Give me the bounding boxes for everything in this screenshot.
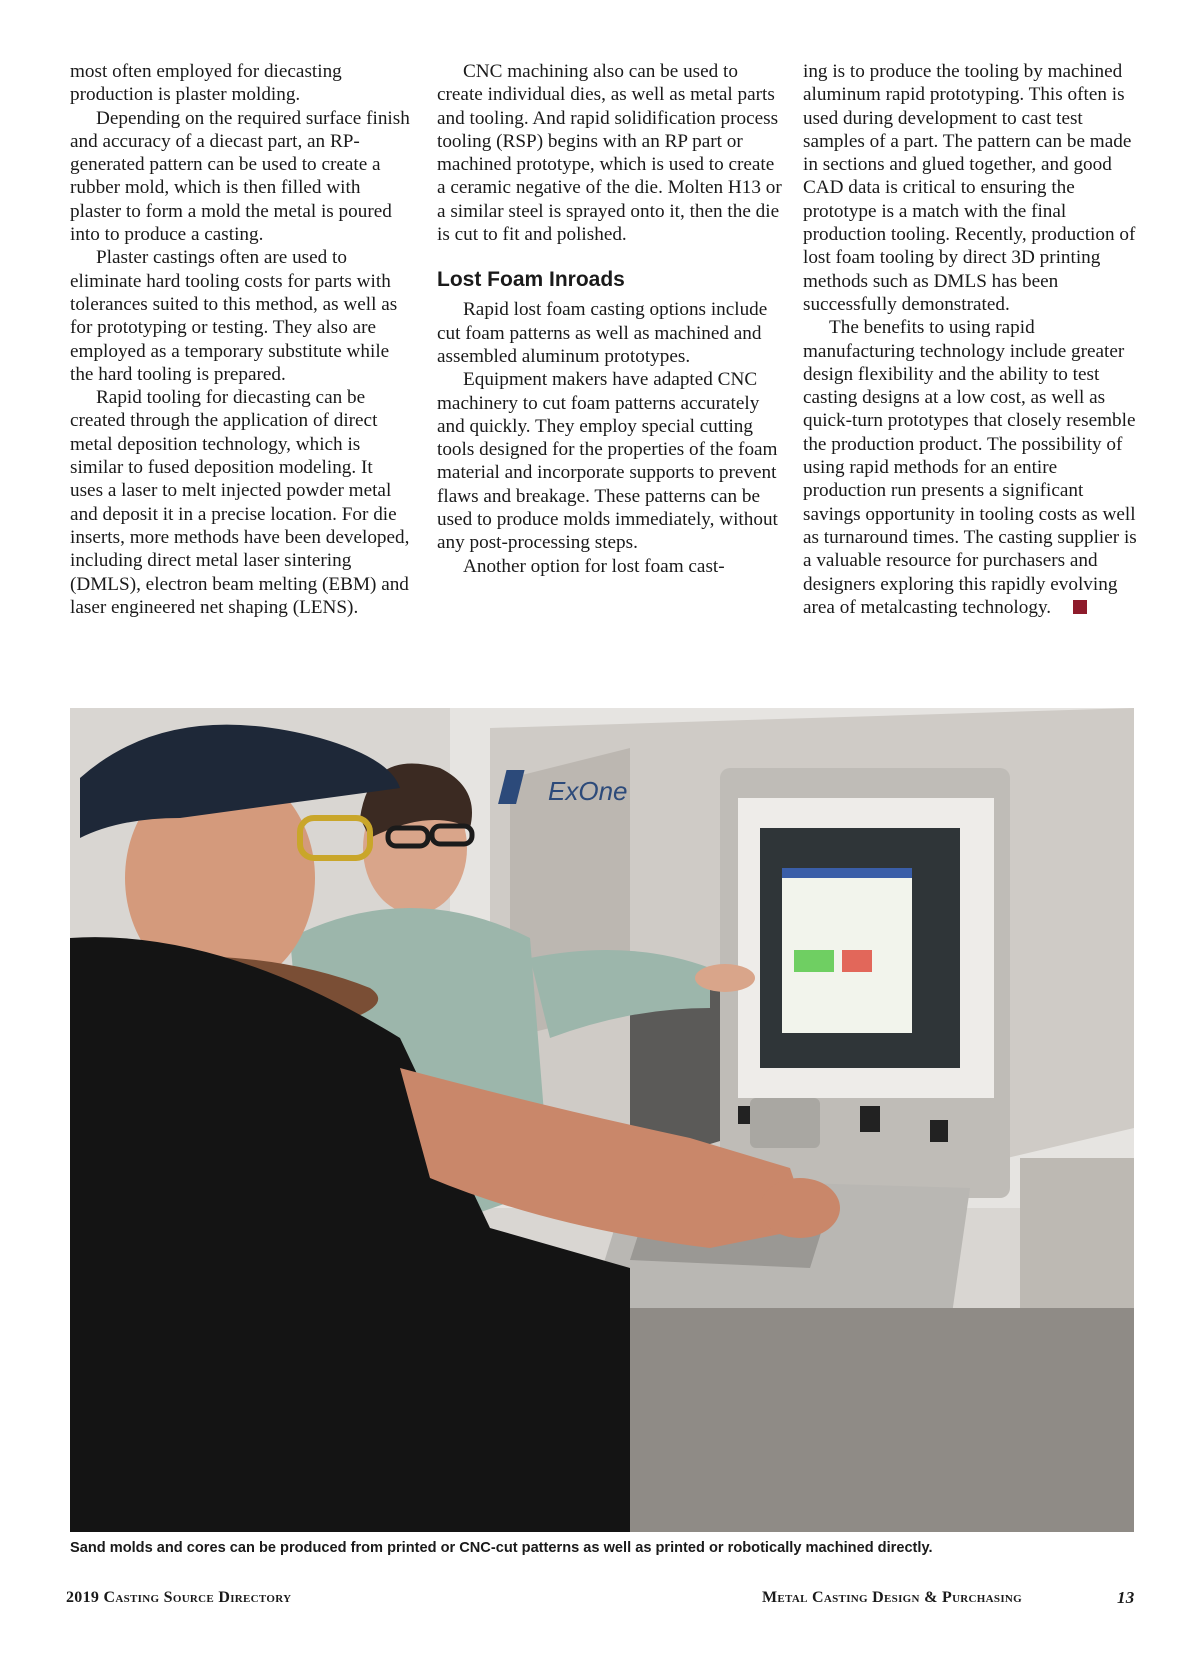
paragraph: Equipment makers have adapted CNC machinery to cut foam patterns accurately and quickly. They employ special cutting tools designed for the properties of the foam material and incorporate supports to prevent flaws and breakage. These patterns can be used to produce molds immediately, without any post-processing steps. xyxy=(437,369,778,554)
footer-magazine xyxy=(762,1589,1022,1607)
paragraph: Rapid lost foam casting options include cut foam patterns as well as machined and assembled aluminum prototypes. xyxy=(437,299,768,367)
photo-caption: Sand molds and cores can be produced from printed or CNC-cut patterns as well as printed or robotically machined directly. xyxy=(70,1540,933,1556)
svg-text:ExOne: ExOne xyxy=(548,776,628,806)
paragraph: ing is to produce the tooling by machined aluminum rapid prototyping. This often is used during development to cast test samples of a part. The pattern can be made in sections and glued together, and good CAD data is critical to ensuring the prototype is a match with the final production tooling. Recently, production of lost foam tooling by direct 3D printing methods such as DMLS has been successfully demonstrated. xyxy=(803,61,1136,315)
footer-left-text: 2019 Casting Source Directory xyxy=(66,1589,292,1606)
text-column-2 xyxy=(437,60,782,578)
text-column-3 xyxy=(803,60,1143,619)
section-heading: Lost Foam Inroads xyxy=(437,268,625,292)
paragraph: Rapid tooling for diecasting can be created through the application of direct metal deposition technology, which is similar to fused deposition modeling. It uses a laser to melt injected powder metal and deposit it in a precise location. For die inserts, more methods have been developed, including direct metal laser sintering (DMLS), electron beam melting (EBM) and laser engineered net shaping (LENS). xyxy=(70,387,410,618)
paragraph: most often employed for diecasting production is plaster molding. xyxy=(70,61,342,106)
page-number: 13 xyxy=(1117,1588,1135,1607)
footer-right-text: Metal Casting Design & Purchasing xyxy=(762,1589,1022,1606)
photo-illustration xyxy=(70,708,1134,1532)
paragraph: Plaster castings often are used to eliminate hard tooling costs for parts with tolerances suited to this method, as well as for prototyping or testing. They also are employed as a temporary substitute while the hard tooling is prepared. xyxy=(70,247,398,385)
paragraph xyxy=(803,316,1143,619)
paragraph: Another option for lost foam cast- xyxy=(463,555,725,577)
footer-publication xyxy=(66,1589,291,1607)
end-of-article-mark xyxy=(1073,600,1087,614)
text-column-1 xyxy=(70,60,410,619)
paragraph: Depending on the required surface finish and accuracy of a diecast part, an RP-generated pattern can be used to create a rubber mold, which is then filled with plaster to form a mold the metal is poured into to produce a casting. xyxy=(70,107,410,246)
paragraph-text: The benefits to using rapid manufacturing technology include greater design flexibility and the ability to test casting designs at a low cost, as well as quick-turn prototypes that closely resemble the production product. The possibility of using rapid methods for an entire production run presents a significant savings opportunity in tooling costs as well as turnaround times. The casting supplier is a valuable resource for purchasers and designers exploring this rapidly evolving area of metalcasting technology. xyxy=(803,317,1137,618)
paragraph: CNC machining also can be used to create individual dies, as well as metal parts and tooling. And rapid solidification process tooling (RSP) begins with an RP part or machined prototype, which is used to create a ceramic negative of the die. Molten H13 or a similar steel is sprayed onto it, then the die is cut to fit and polished. xyxy=(437,61,782,246)
article-photo xyxy=(70,708,1134,1532)
